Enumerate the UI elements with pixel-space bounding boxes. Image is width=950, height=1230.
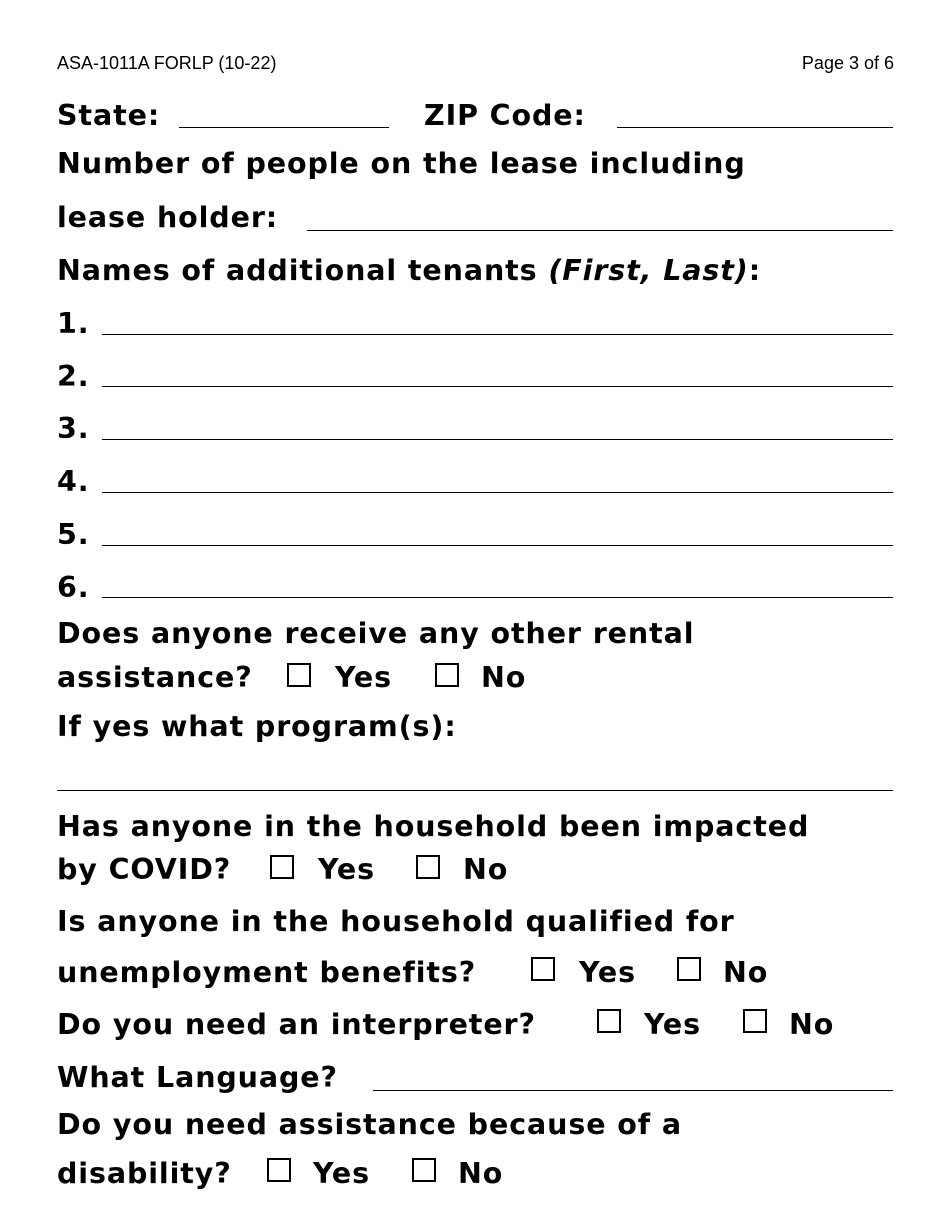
tenants-label-hint: (First, Last) bbox=[548, 254, 749, 287]
lease-count-label-line1: Number of people on the lease including bbox=[57, 147, 746, 180]
unemployment-yes-label: Yes bbox=[579, 956, 637, 989]
covid-question-line2: by COVID? bbox=[57, 853, 232, 886]
covid-question-line1: Has anyone in the household been impacted bbox=[57, 810, 810, 843]
disability-yes-label: Yes bbox=[313, 1157, 371, 1190]
tenant-number-1: 1. bbox=[57, 307, 90, 340]
language-label: What Language? bbox=[57, 1061, 338, 1094]
tenant-field-6[interactable] bbox=[102, 597, 893, 598]
interpreter-no-label: No bbox=[789, 1008, 835, 1041]
tenant-number-2: 2. bbox=[57, 360, 90, 393]
rental-no-checkbox[interactable] bbox=[435, 663, 459, 687]
page-number: Page 3 of 6 bbox=[801, 53, 894, 73]
tenant-number-5: 5. bbox=[57, 518, 90, 551]
covid-yes-checkbox[interactable] bbox=[270, 855, 294, 879]
tenant-number-4: 4. bbox=[57, 465, 90, 498]
zip-field[interactable] bbox=[617, 127, 893, 128]
interpreter-yes-checkbox[interactable] bbox=[597, 1009, 621, 1033]
unemployment-yes-checkbox[interactable] bbox=[531, 957, 555, 981]
disability-no-checkbox[interactable] bbox=[412, 1158, 436, 1182]
zip-label: ZIP Code: bbox=[424, 99, 586, 132]
form-id: ASA-1011A FORLP (10-22) bbox=[57, 53, 277, 73]
tenant-number-6: 6. bbox=[57, 571, 90, 604]
tenants-label-text: Names of additional tenants bbox=[57, 254, 549, 287]
unemployment-question-line1: Is anyone in the household qualified for bbox=[57, 905, 735, 938]
disability-question-line1: Do you need assistance because of a bbox=[57, 1108, 682, 1141]
tenant-field-2[interactable] bbox=[102, 386, 893, 387]
tenant-number-3: 3. bbox=[57, 412, 90, 445]
program-label: If yes what program(s): bbox=[57, 710, 457, 743]
unemployment-no-label: No bbox=[723, 956, 769, 989]
interpreter-no-checkbox[interactable] bbox=[743, 1009, 767, 1033]
covid-no-label: No bbox=[463, 853, 509, 886]
rental-no-label: No bbox=[481, 661, 527, 694]
tenant-field-4[interactable] bbox=[102, 492, 893, 493]
interpreter-yes-label: Yes bbox=[644, 1008, 702, 1041]
tenant-field-1[interactable] bbox=[102, 334, 893, 335]
lease-count-label-line2: lease holder: bbox=[57, 201, 279, 234]
interpreter-question: Do you need an interpreter? bbox=[57, 1008, 536, 1041]
lease-count-field[interactable] bbox=[307, 230, 893, 231]
tenants-label bbox=[57, 254, 762, 287]
rental-yes-label: Yes bbox=[335, 661, 393, 694]
unemployment-no-checkbox[interactable] bbox=[677, 957, 701, 981]
rental-question-line1: Does anyone receive any other rental bbox=[57, 617, 695, 650]
tenant-field-5[interactable] bbox=[102, 545, 893, 546]
covid-no-checkbox[interactable] bbox=[416, 855, 440, 879]
state-field[interactable] bbox=[179, 127, 389, 128]
rental-question-line2: assistance? bbox=[57, 661, 253, 694]
unemployment-question-line2: unemployment benefits? bbox=[57, 956, 477, 989]
disability-no-label: No bbox=[458, 1157, 504, 1190]
state-label: State: bbox=[57, 99, 161, 132]
program-field[interactable] bbox=[57, 790, 893, 791]
tenant-field-3[interactable] bbox=[102, 439, 893, 440]
disability-yes-checkbox[interactable] bbox=[267, 1158, 291, 1182]
rental-yes-checkbox[interactable] bbox=[287, 663, 311, 687]
language-field[interactable] bbox=[373, 1090, 893, 1091]
disability-question-line2: disability? bbox=[57, 1157, 232, 1190]
tenants-label-colon: : bbox=[748, 254, 762, 287]
covid-yes-label: Yes bbox=[318, 853, 376, 886]
